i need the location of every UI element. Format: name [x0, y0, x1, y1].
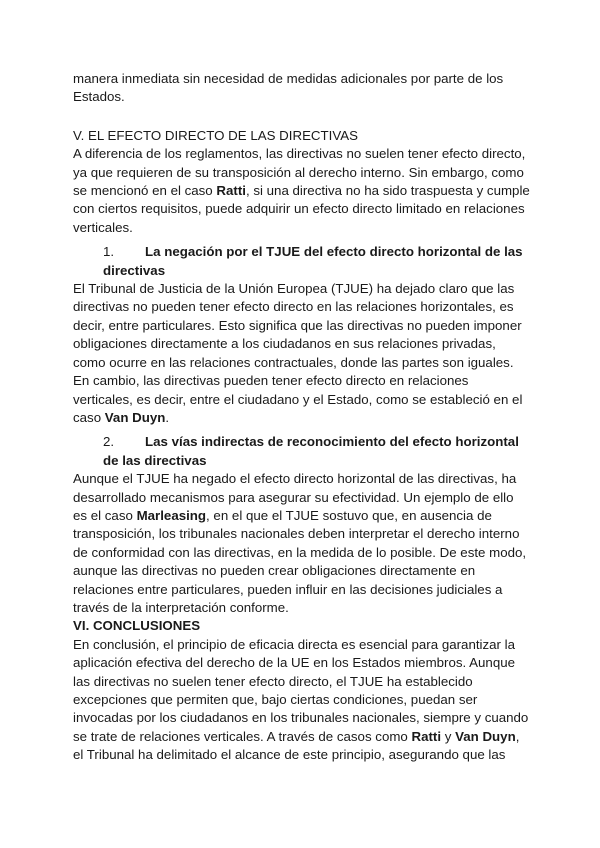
section-v-heading: V. EL EFECTO DIRECTO DE LAS DIRECTIVAS	[73, 127, 358, 143]
case-name-ratti: Ratti	[411, 728, 442, 744]
text-span: En conclusión, el principio de eficacia directa es esencial para garantizar la aplicación efectiva del derecho de la UE en los Estados miembros. Aunque las directivas no suelen tener efecto directo, el TJUE ha establecido excepciones que permiten que, bajo ciertas condiciones, puedan ser invocadas por los ciudadanos en los tribunales nacionales, siempre y cuando se trate de relaciones verticales. A través de casos como	[73, 636, 529, 744]
subsection-title-continued: de las directivas	[103, 452, 207, 468]
subsection-2-paragraph	[73, 470, 530, 617]
case-name-marleasing: Marleasing	[136, 507, 207, 523]
text-span: , el Tribunal ha delimitado el alcance de este principio, asegurando que las	[73, 728, 520, 763]
text-span: El Tribunal de Justicia de la Unión Europea (TJUE) ha dejado claro que las directivas no pueden tener efecto directo en las relaciones horizontales, es decir, entre particulares. Esto significa que las directivas no pueden imponer obligaciones directamente a los ciudadanos en sus relaciones privadas, como ocurre en las relaciones contractuales, donde las partes son iguales. En cambio, las directivas pueden tener efecto directo en relaciones verticales, es decir, entre el ciudadano y el Estado, como se estableció en el caso	[73, 281, 523, 425]
subsection-1-paragraph	[73, 280, 530, 427]
subsection-title: Las vías indirectas de reconocimiento del efecto horizontal	[145, 434, 519, 450]
subsection-number: 1.	[103, 244, 115, 260]
section-v-paragraph	[73, 145, 530, 237]
subsection-2-heading	[73, 433, 530, 451]
text-span: A diferencia de los reglamentos, las directivas no suelen tener efecto directo, ya que requieren de su transposición al derecho interno. Sin embargo, como se mencionó en el caso	[73, 146, 526, 199]
case-name-van-duyn: Van Duyn	[104, 409, 166, 425]
section-vi-heading: VI. CONCLUSIONES	[73, 618, 201, 634]
text-span: , en el que el TJUE sostuvo que, en ausencia de transposición, los tribunales nacionales deben interpretar el derecho interno de conformidad con las directivas, en la medida de lo posible. De este modo, aunque las directivas no pueden crear obligaciones directamente en relaciones entre particulares, pueden influir en las decisiones judiciales a través de la interpretación conforme.	[73, 507, 527, 615]
text-span: Aunque el TJUE ha negado el efecto directo horizontal de las directivas, ha desarrollado mecanismos para asegurar su efectividad. Un ejemplo de ello es el caso	[73, 471, 517, 523]
case-name-ratti: Ratti	[216, 183, 246, 199]
text-span: .	[165, 409, 170, 425]
conclusions-paragraph	[73, 636, 530, 765]
subsection-1-heading	[73, 243, 530, 261]
subsection-title-continued: directivas	[103, 262, 166, 278]
text-span: y	[441, 728, 456, 744]
subsection-title: La negación por el TJUE del efecto directo horizontal de las	[145, 244, 523, 260]
subsection-number: 2.	[103, 434, 115, 450]
text-span: , si una directiva no ha sido traspuesta y cumple con ciertos requisitos, puede adquirir un efecto directo limitado en relaciones verticales.	[73, 183, 530, 235]
case-name-van-duyn: Van Duyn	[455, 728, 516, 744]
intro-paragraph: manera inmediata sin necesidad de medidas adicionales por parte de los Estados.	[73, 71, 504, 105]
